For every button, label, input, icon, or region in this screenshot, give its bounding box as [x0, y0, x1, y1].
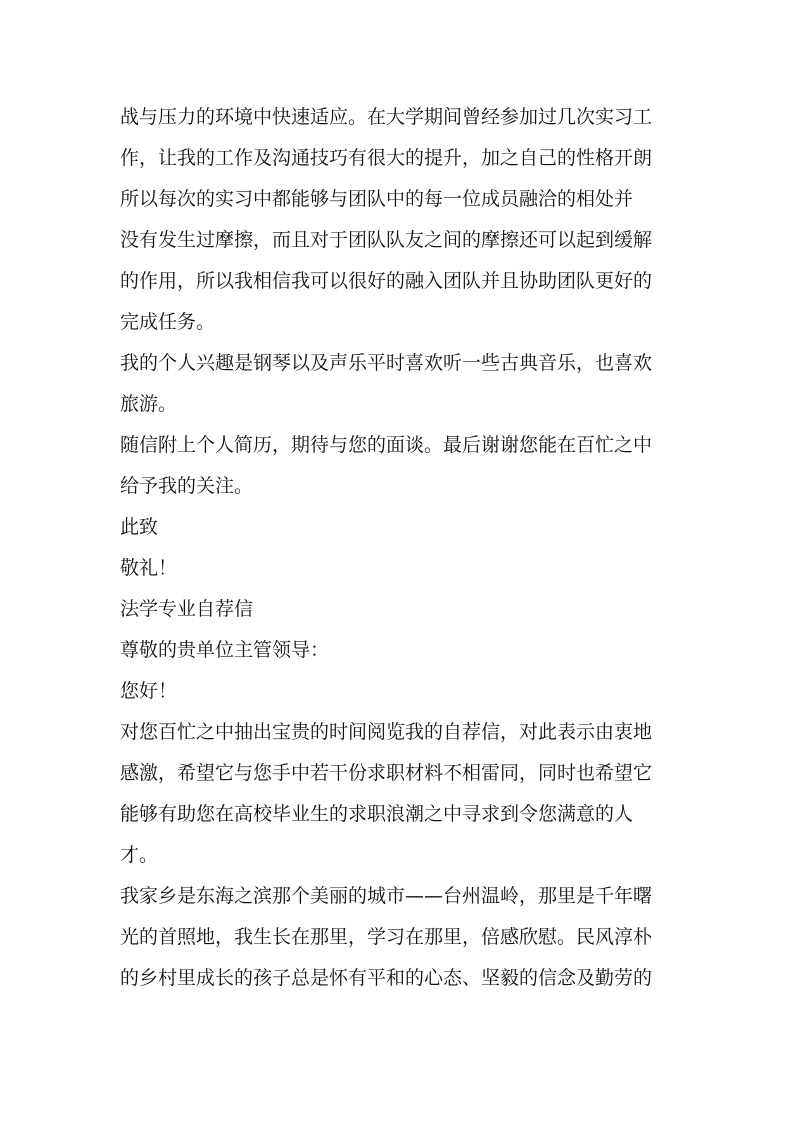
body-text-line: 才。: [120, 844, 159, 866]
body-text-line: 我的个人兴趣是钢琴以及声乐平时喜欢听一些古典音乐，也喜欢: [120, 352, 653, 374]
body-text-line: 旅游。: [120, 393, 178, 415]
body-text-line: 战与压力的环境中快速适应。在大学期间曾经参加过几次实习工: [120, 106, 653, 128]
body-text-line: 完成任务。: [120, 311, 216, 333]
greeting: 您好！: [120, 680, 178, 702]
body-text-line: 随信附上个人简历，期待与您的面谈。最后谢谢您能在百忙之中: [120, 434, 653, 456]
letter-title: 法学专业自荐信: [120, 598, 254, 620]
closing-salute: 敬礼！: [120, 557, 178, 579]
body-text-line: 没有发生过摩擦，而且对于团队队友之间的摩擦还可以起到缓解: [120, 229, 653, 251]
body-text-line: 的乡村里成长的孩子总是怀有平和的心态、坚毅的信念及勤劳的: [120, 967, 653, 989]
body-text-line: 感激，希望它与您手中若干份求职材料不相雷同，同时也希望它: [120, 762, 653, 784]
body-text-line: 我家乡是东海之滨那个美丽的城市——台州温岭，那里是千年曙: [120, 885, 653, 907]
salutation: 尊敬的贵单位主管领导：: [120, 639, 330, 661]
body-text-line: 给予我的关注。: [120, 475, 254, 497]
body-text-line: 的作用，所以我相信我可以很好的融入团队并且协助团队更好的: [120, 270, 653, 292]
body-text-line: 作，让我的工作及沟通技巧有很大的提升，加之自己的性格开朗: [120, 147, 653, 169]
body-text-line: 所以每次的实习中都能够与团队中的每一位成员融洽的相处并: [120, 188, 634, 210]
closing-line: 此致: [120, 516, 159, 538]
body-text-line: 光的首照地，我生长在那里，学习在那里，倍感欣慰。民风淳朴: [120, 926, 653, 948]
body-text-line: 能够有助您在高校毕业生的求职浪潮之中寻求到令您满意的人: [120, 803, 634, 825]
body-text-line: 对您百忙之中抽出宝贵的时间阅览我的自荐信，对此表示由衷地: [120, 721, 653, 743]
document-body: [120, 97, 680, 999]
